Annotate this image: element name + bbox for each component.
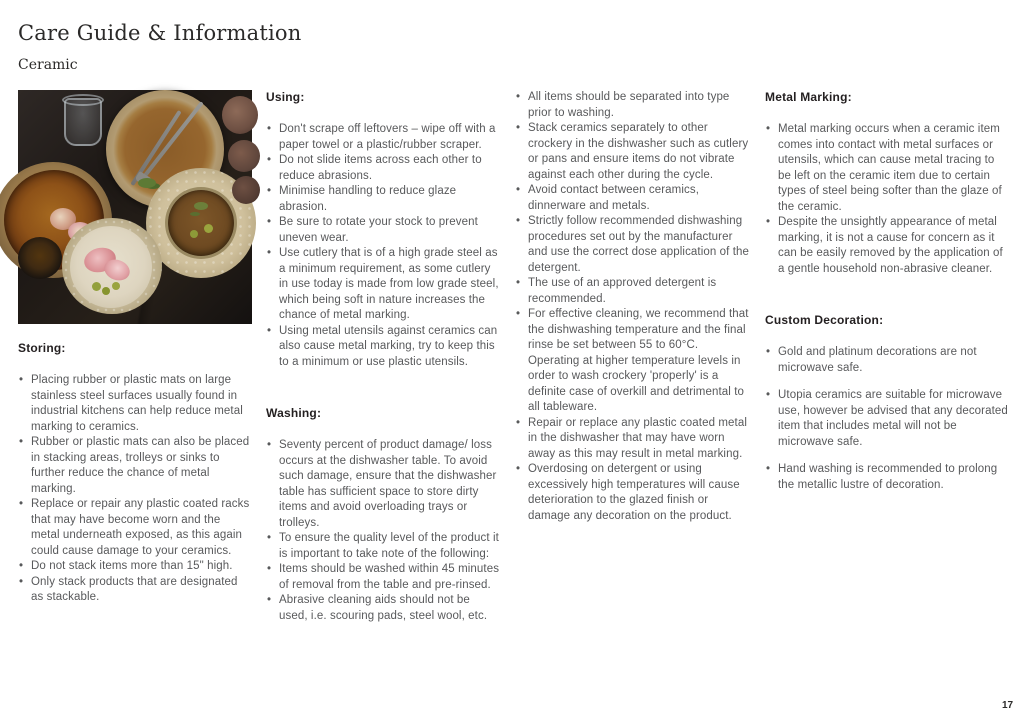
storing-heading: Storing: bbox=[18, 341, 66, 355]
washing-list bbox=[266, 438, 501, 624]
page-number: 17 bbox=[1002, 700, 1014, 711]
custom-decoration-heading: Custom Decoration: bbox=[765, 313, 884, 327]
list-item: • Placing rubber or plastic mats on large stainless steel surfaces usually found in industrial kitchens can help reduce metal marking to ceramics. bbox=[18, 373, 252, 435]
photo-olive bbox=[190, 230, 198, 238]
column-2 bbox=[266, 90, 501, 624]
using-section bbox=[266, 90, 501, 370]
photo-glass-rim bbox=[62, 94, 104, 106]
page-subtitle: Ceramic bbox=[18, 57, 78, 73]
list-item: • For effective cleaning, we recommend that the dishwashing temperature and the final rinse be set between 55 to 60°C. Operating at higher temperature levels in order to wash crockery 'properly' is a definite case of overkill and detrimental to all tableware. bbox=[515, 307, 751, 416]
list-item: • Using metal utensils against ceramics can also cause metal marking, try to keep this to a minimum or use plastic utensils. bbox=[266, 324, 501, 371]
photo-copper-pot bbox=[222, 96, 258, 134]
photo-copper-pot bbox=[232, 176, 260, 204]
photo-olive bbox=[102, 287, 110, 295]
column-4 bbox=[765, 90, 1010, 624]
column-1 bbox=[18, 90, 252, 624]
photo-olive bbox=[92, 282, 101, 291]
using-heading: Using: bbox=[266, 90, 305, 104]
list-item: • Metal marking occurs when a ceramic item comes into contact with metal surfaces or utensils, which can cause metal tracing to be left on the ceramic item due to certain types of steel being softer than the glaze of the ceramic. bbox=[765, 122, 1010, 215]
list-item: • Utopia ceramics are suitable for microwave use, however be advised that any decorated item that includes metal will not be microwave safe. bbox=[765, 388, 1010, 450]
list-item: • Rubber or plastic mats can also be placed in stacking areas, trolleys or sinks to further reduce the chance of metal marking. bbox=[18, 435, 252, 497]
photo-parsley-garnish bbox=[138, 178, 156, 188]
list-item: • All items should be separated into type prior to washing. bbox=[515, 90, 751, 121]
page-title: Care Guide & Information bbox=[18, 21, 302, 45]
photo-small-dark-bowl bbox=[18, 237, 62, 279]
list-item: • Be sure to rotate your stock to prevent uneven wear. bbox=[266, 215, 501, 246]
storing-list bbox=[18, 373, 252, 606]
column-3 bbox=[515, 90, 751, 624]
list-item: • To ensure the quality level of the product it is important to take note of the following: bbox=[266, 531, 501, 562]
washing-heading: Washing: bbox=[266, 406, 322, 420]
metal-marking-heading: Metal Marking: bbox=[765, 90, 852, 104]
list-item: • Use cutlery that is of a high grade steel as a minimum requirement, as some cutlery in use today is made from low grade steel, which being soft in nature increases the chance of metal marking. bbox=[266, 246, 501, 324]
content-columns bbox=[18, 90, 1024, 624]
list-item: • Replace or repair any plastic coated racks that may have become worn and the metal underneath exposed, as this again could cause damage to your ceramics. bbox=[18, 497, 252, 559]
list-item: • Gold and platinum decorations are not microwave safe. bbox=[765, 345, 1010, 376]
metal-marking-section bbox=[765, 90, 1010, 277]
photo-olive bbox=[204, 224, 213, 233]
list-item: • Do not slide items across each other to reduce abrasions. bbox=[266, 153, 501, 184]
photo-copper-pot bbox=[228, 140, 260, 172]
list-item: • Items should be washed within 45 minutes of removal from the table and pre-rinsed. bbox=[266, 562, 501, 593]
list-item: • Repair or replace any plastic coated metal in the dishwasher that may have worn away as this may result in metal marking. bbox=[515, 416, 751, 463]
list-item: • Stack ceramics separately to other crockery in the dishwasher such as cutlery or pans and ensure items do not vibrate against each other during the cycle. bbox=[515, 121, 751, 183]
using-list bbox=[266, 122, 501, 370]
list-item: • Don't scrape off leftovers – wipe off with a paper towel or a plastic/rubber scraper. bbox=[266, 122, 501, 153]
tableware-photo bbox=[18, 90, 252, 324]
list-item: • Abrasive cleaning aids should not be used, i.e. scouring pads, steel wool, etc. bbox=[266, 593, 501, 624]
list-item: • Despite the unsightly appearance of metal marking, it is not a cause for concern as it can be easily removed by the application of a gentle household non-abrasive cleaner. bbox=[765, 215, 1010, 277]
list-item: • Hand washing is recommended to prolong the metallic lustre of decoration. bbox=[765, 462, 1010, 493]
photo-olive bbox=[112, 282, 120, 290]
list-item: • Minimise handling to reduce glaze abrasion. bbox=[266, 184, 501, 215]
list-item: • Overdosing on detergent or using excessively high temperatures will cause deterioration to the glazed finish or damage any decoration on the product. bbox=[515, 462, 751, 524]
washing-section bbox=[266, 406, 501, 624]
list-item: • Avoid contact between ceramics, dinnerware and metals. bbox=[515, 183, 751, 214]
washing-continued-list bbox=[515, 90, 751, 524]
list-item: • Seventy percent of product damage/ loss occurs at the dishwasher table. To avoid such damage, ensure that the dishwasher table has sufficient space to store dirty items and avoid overloading trays or trolleys. bbox=[266, 438, 501, 531]
custom-decoration-list bbox=[765, 345, 1010, 493]
list-item: • Only stack products that are designated as stackable. bbox=[18, 575, 252, 606]
photo-soup bbox=[168, 190, 234, 256]
list-item: • Do not stack items more than 15" high. bbox=[18, 559, 252, 575]
photo-herb-garnish bbox=[194, 202, 208, 210]
list-item: • The use of an approved detergent is recommended. bbox=[515, 276, 751, 307]
metal-marking-list bbox=[765, 122, 1010, 277]
storing-section bbox=[18, 341, 252, 606]
custom-decoration-section bbox=[765, 313, 1010, 493]
list-item: • Strictly follow recommended dishwashing procedures set out by the manufacturer and use the correct dose application of the detergent. bbox=[515, 214, 751, 276]
